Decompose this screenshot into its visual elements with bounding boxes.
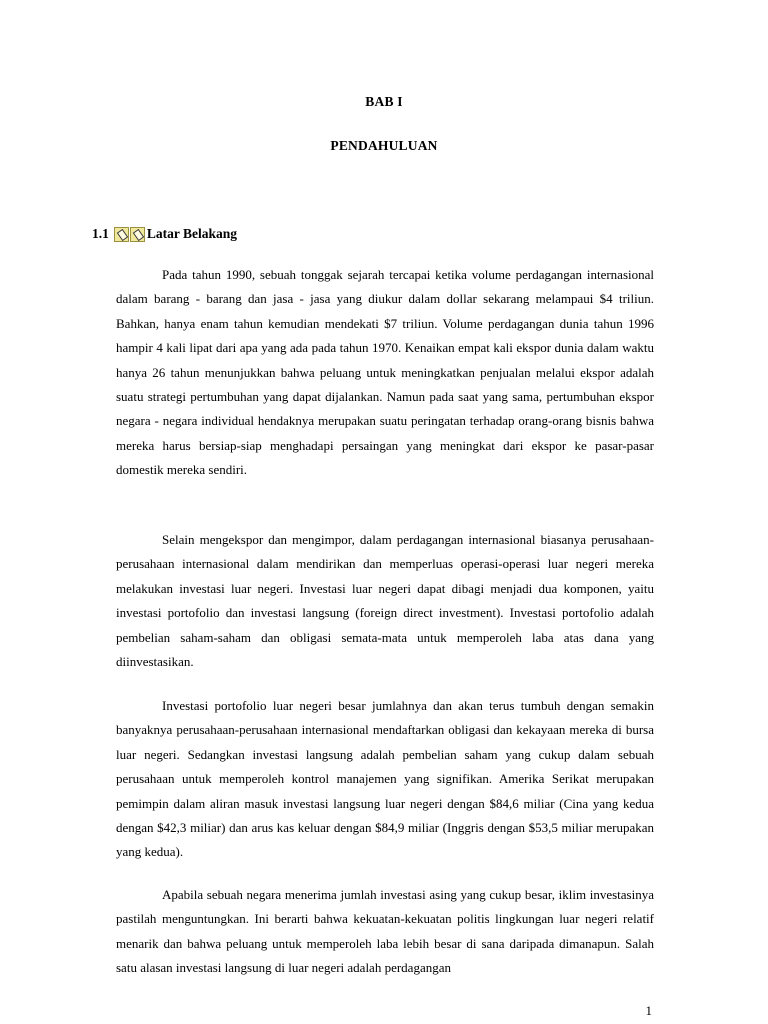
page-number: 1 <box>645 1003 652 1018</box>
section-heading <box>92 226 237 242</box>
note-marker-icon[interactable] <box>130 227 145 242</box>
section-number: 1.1 <box>92 226 109 241</box>
note-marker-icon[interactable] <box>114 227 129 242</box>
section-title: Latar Belakang <box>146 226 238 241</box>
chapter-title: PENDAHULUAN <box>330 138 438 153</box>
chapter-number: BAB I <box>365 94 403 109</box>
paragraph-4: Apabila sebuah negara menerima jumlah investasi asing yang cukup besar, iklim investasinya pastilah menguntungkan. Ini berarti bahwa kekuatan-kekuatan politis lingkungan luar negeri relatif menarik dan bahwa peluang untuk memperoleh laba lebih besar di sana daripada dimanapun. Salah satu alasan investasi langsung di luar negeri adalah perdagangan <box>116 887 654 976</box>
paragraph-3: Investasi portofolio luar negeri besar jumlahnya dan akan terus tumbuh dengan semakin banyaknya perusahaan-perusahaan internasional mendaftarkan obligasi dan kekayaan mereka di bursa luar negeri. Sedangkan investasi langsung adalah pembelian saham yang cukup dalam sebuah perusahaan untuk memperoleh kontrol manajemen yang signifikan. Amerika Serikat merupakan pemimpin dalam aliran masuk investasi langsung luar negeri dengan $84,6 miliar (Cina yang kedua dengan $42,3 miliar) dan arus kas keluar dengan $84,9 miliar (Inggris dengan $53,5 miliar merupakan yang kedua). <box>116 698 654 860</box>
paragraph-1: Pada tahun 1990, sebuah tonggak sejarah tercapai ketika volume perdagangan internasional dalam barang - barang dan jasa - jasa yang diukur dalam dollar sekarang melampaui $4 triliun. Bahkan, hanya enam tahun kemudian mendekati $7 triliun. Volume perdagangan dunia tahun 1996 hampir 4 kali lipat dari apa yang ada pada tahun 1970. Kenaikan empat kali ekspor dunia dalam waktu hanya 26 tahun menunjukkan bahwa peluang untuk meningkatkan penjualan melalui ekspor adalah suatu strategi pertumbuhan yang dapat dijalankan. Namun pada saat yang sama, pertumbuhan ekspor negara - negara individual hendaknya merupakan suatu peringatan terhadap orang-orang bisnis bahwa mereka harus bersiap-siap menghadapi persaingan yang meningkat dari ekspor ke pasar-pasar domestik mereka sendiri. <box>116 267 654 478</box>
paragraph-2: Selain mengekspor dan mengimpor, dalam perdagangan internasional biasanya perusahaan-perusahaan internasional dalam mendirikan dan memperluas operasi-operasi luar negeri mereka melakukan investasi luar negeri. Investasi luar negeri dapat dibagi menjadi dua komponen, yaitu investasi portofolio dan investasi langsung (foreign direct investment). Investasi portofolio adalah pembelian saham-saham dan obligasi semata-mata untuk memperoleh laba atas dana yang diinvestasikan. <box>116 532 654 670</box>
